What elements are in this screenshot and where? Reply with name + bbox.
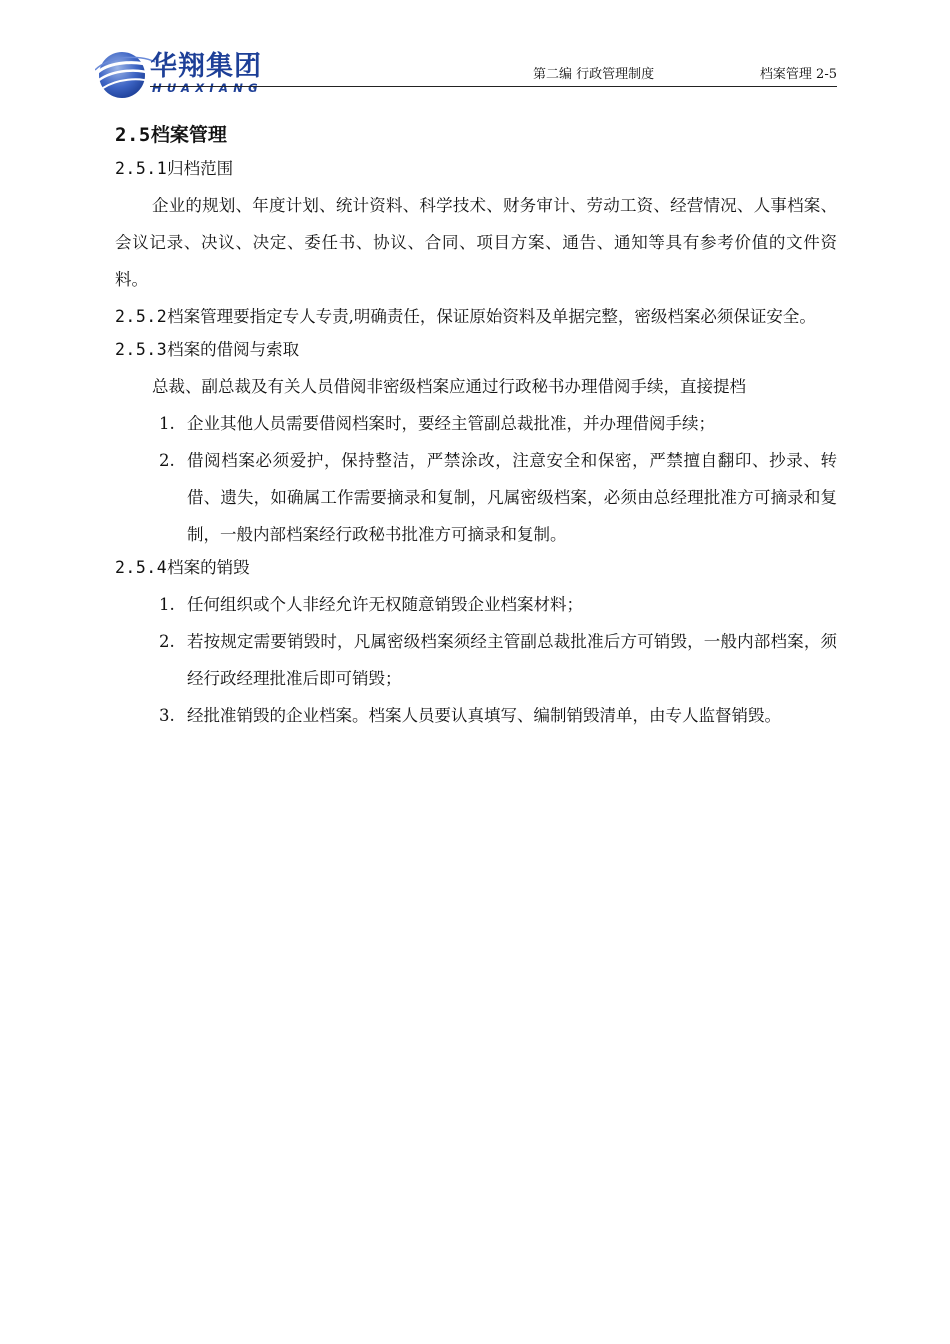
header-page-ref: 档案管理 2-5 — [759, 67, 837, 82]
subsection-2-5-2 — [115, 298, 837, 335]
subsection-body-text: 档案管理要指定专人专责,明确责任，保证原始资料及单据完整，密级档案必须保证安全。 — [167, 307, 816, 326]
section-title-text: 档案管理 — [150, 124, 227, 146]
list-marker: 2. — [159, 632, 175, 651]
section-number: 2.5 — [115, 124, 151, 146]
section-title — [115, 120, 837, 150]
subsection-number: 2.5.3 — [115, 340, 168, 359]
logo-globe-icon — [95, 48, 155, 98]
company-logo — [95, 48, 285, 98]
list-item-text: 经批准销毁的企业档案。档案人员要认真填写、编制销毁清单，由专人监督销毁。 — [187, 706, 781, 725]
subsection-2-5-1-body: 企业的规划、年度计划、统计资料、科学技术、财务审计、劳动工资、经营情况、人事档案、会议记录、决议、决定、委任书、协议、合同、项目方案、通告、通知等具有参考价值的文件资料。 — [115, 196, 837, 289]
document-body — [115, 120, 837, 734]
subsection-2-5-3-heading — [115, 335, 837, 365]
list-item — [115, 623, 837, 697]
list-marker: 1. — [159, 595, 175, 614]
list-item — [115, 586, 837, 623]
subsection-2-5-1-heading — [115, 154, 837, 184]
list-item — [115, 697, 837, 734]
list-item-text: 借阅档案必须爱护，保持整洁，严禁涂改，注意安全和保密，严禁擅自翻印、抄录、转借、遗失，如确属工作需要摘录和复制，凡属密级档案，必须由总经理批准方可摘录和复制，一般内部档案经行政秘书批准方可摘录和复制。 — [187, 451, 837, 544]
subsection-number: 2.5.4 — [115, 558, 168, 577]
subsection-number: 2.5.1 — [115, 159, 168, 178]
destruction-list — [115, 586, 837, 734]
subsection-heading-text: 归档范围 — [167, 159, 234, 178]
list-item — [115, 405, 837, 442]
list-item-text: 任何组织或个人非经允许无权随意销毁企业档案材料； — [187, 595, 583, 614]
subsection-heading-text: 档案的借阅与索取 — [167, 340, 300, 359]
list-item — [115, 442, 837, 553]
subsection-2-5-3-intro: 总裁、副总裁及有关人员借阅非密级档案应通过行政秘书办理借阅手续，直接提档 — [152, 377, 746, 396]
logo-chinese-text: 华翔集团 — [150, 51, 262, 82]
list-item-text: 若按规定需要销毁时，凡属密级档案须经主管副总裁批准后方可销毁，一般内部档案，须经行政经理批准后即可销毁； — [187, 632, 837, 688]
header-section-title: 第二编 行政管理制度 — [533, 67, 655, 82]
logo-english-text: HUAXIANG — [152, 81, 263, 95]
subsection-number: 2.5.2 — [115, 307, 168, 326]
subsection-2-5-4-heading — [115, 553, 837, 583]
list-marker: 1. — [159, 414, 175, 433]
list-marker: 2. — [159, 451, 175, 470]
subsection-heading-text: 档案的销毁 — [167, 558, 250, 577]
header-rule — [150, 86, 837, 87]
list-marker: 3. — [159, 706, 175, 725]
page-header — [95, 40, 837, 95]
list-item-text: 企业其他人员需要借阅档案时，要经主管副总裁批准，并办理借阅手续； — [187, 414, 715, 433]
borrowing-list — [115, 405, 837, 553]
